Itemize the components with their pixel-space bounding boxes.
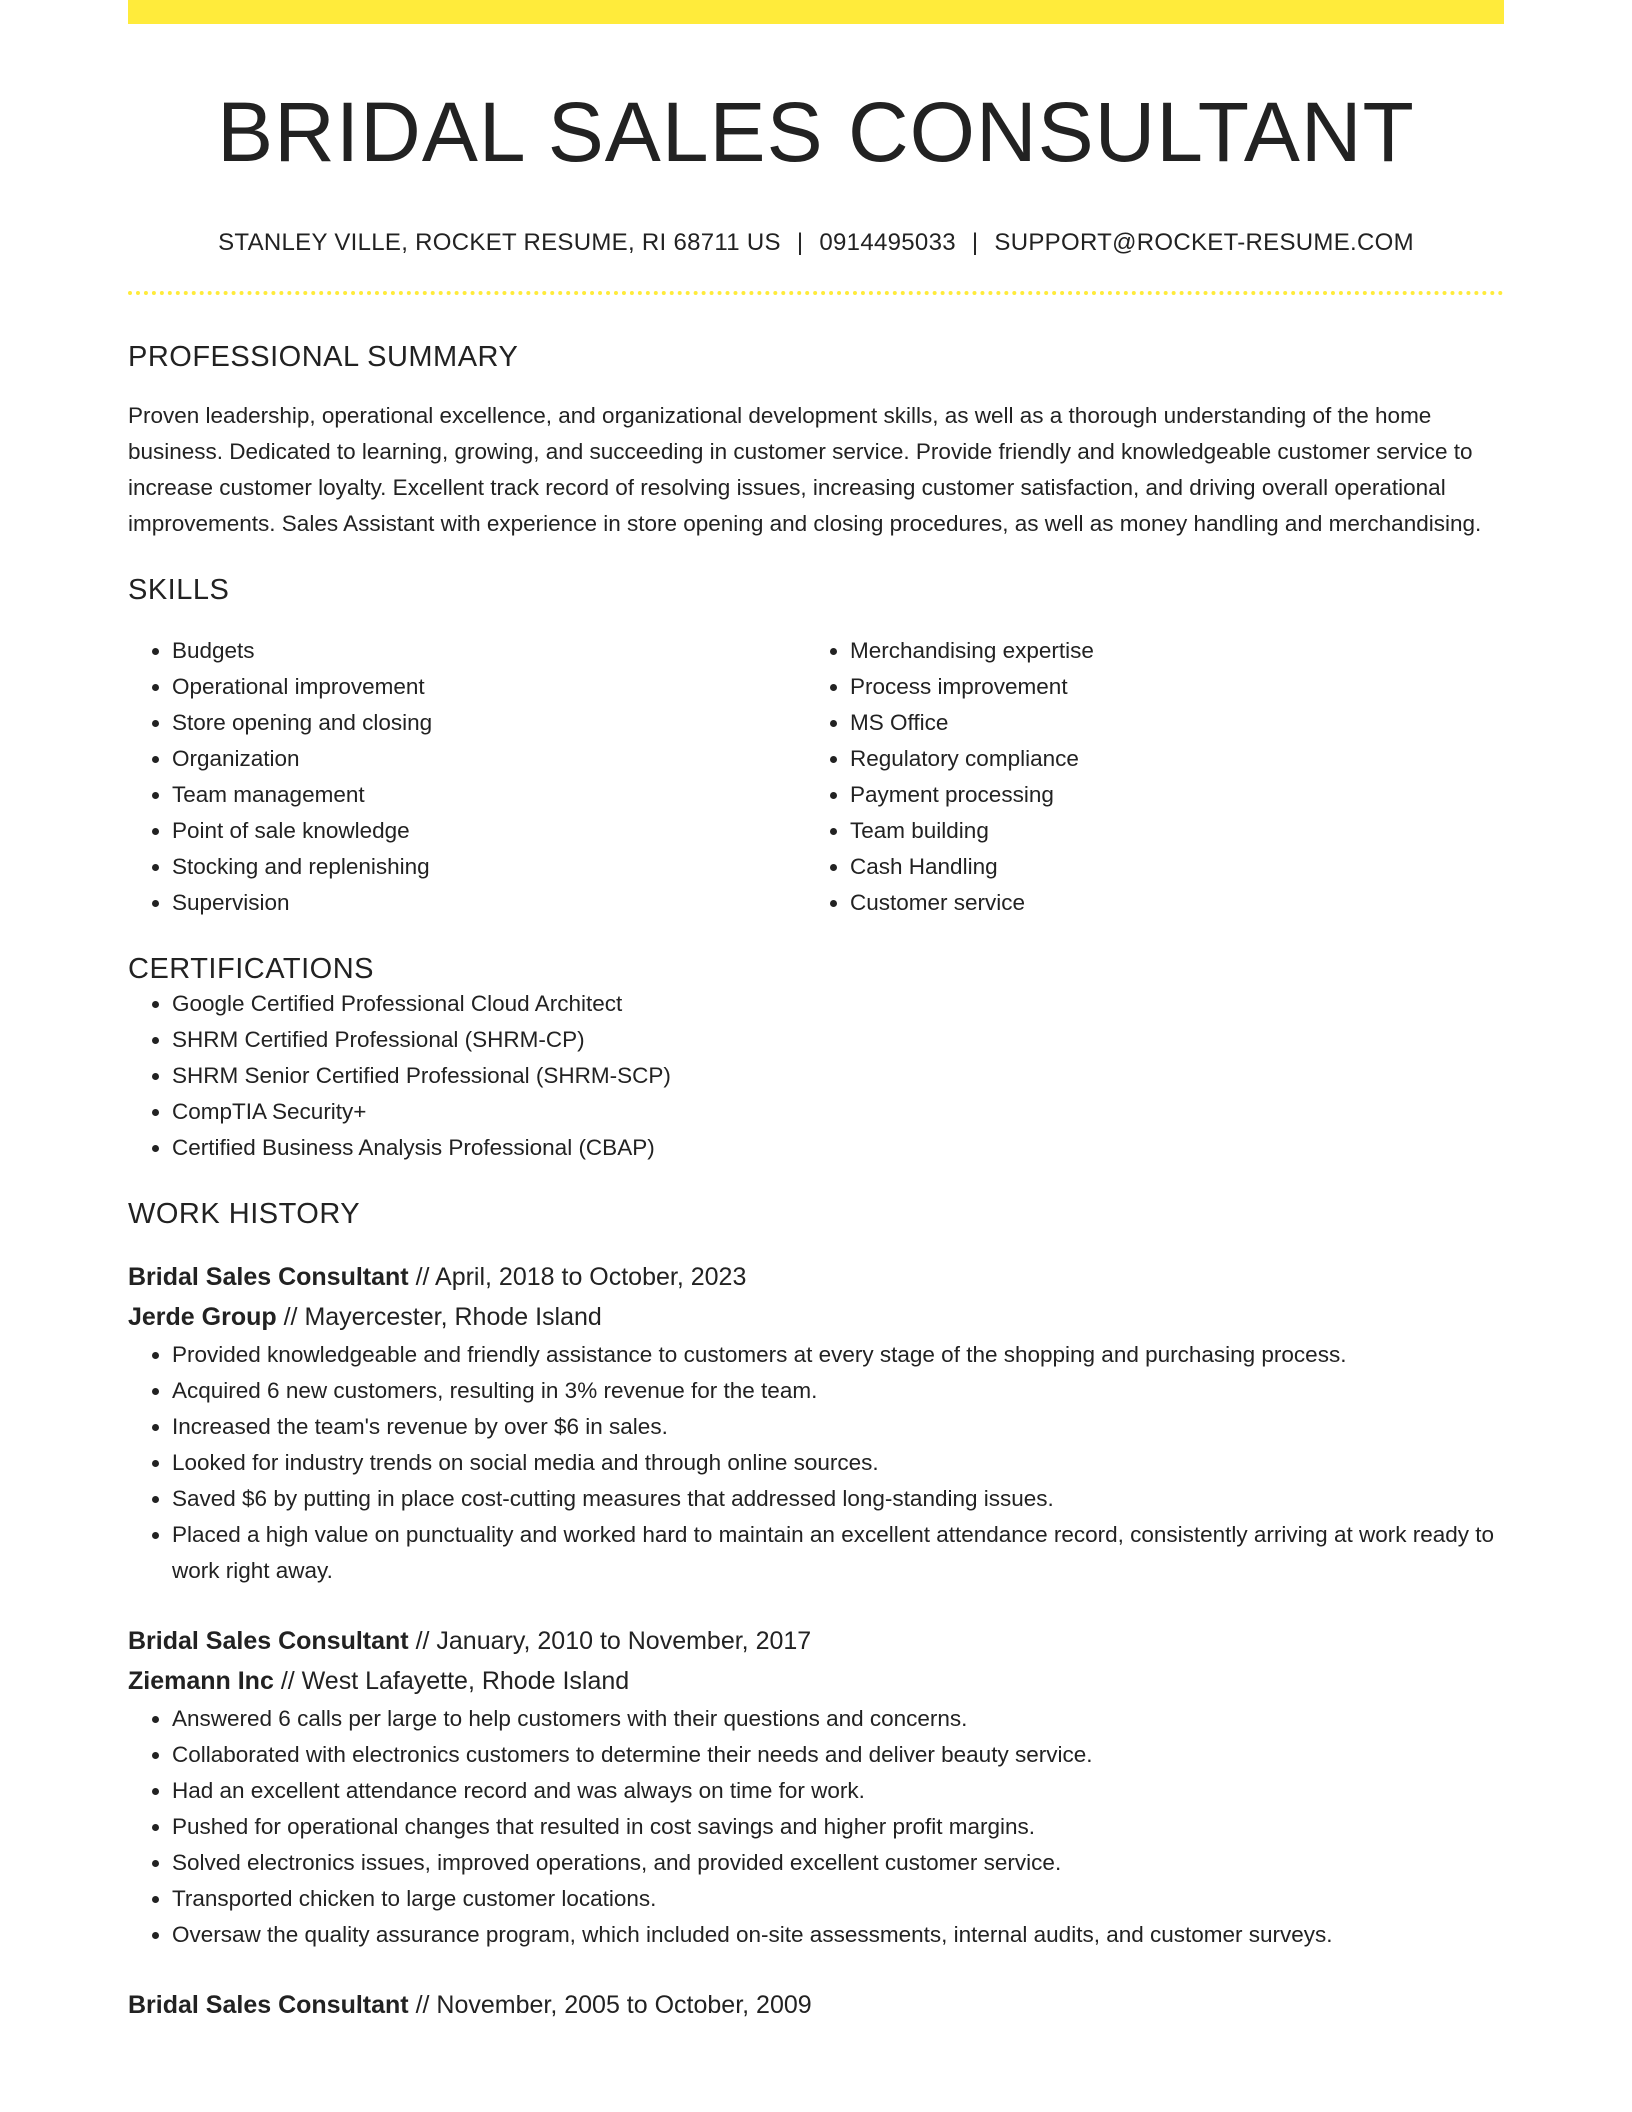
job-entry <box>128 1257 1504 1589</box>
job-duty: • Oversaw the quality assurance program, which included on-site assessments, internal audits, and customer surveys. <box>172 1917 1504 1953</box>
job-duties-list <box>128 1337 1504 1589</box>
phone: 0914495033 <box>819 228 956 256</box>
certifications-heading: CERTIFICATIONS <box>128 952 374 985</box>
job-role: Bridal Sales Consultant <box>128 1990 409 2019</box>
job-company: Jerde Group <box>128 1302 277 1331</box>
job-duty: • Acquired 6 new customers, resulting in 3% revenue for the team. <box>172 1373 1504 1409</box>
job-company-line <box>128 1297 1504 1337</box>
skills-columns <box>128 633 1504 921</box>
job-location: // Mayercester, Rhode Island <box>276 1302 602 1331</box>
job-company: Ziemann Inc <box>128 1666 274 1695</box>
job-company-line <box>128 1661 1504 1701</box>
email: SUPPORT@ROCKET-RESUME.COM <box>994 228 1414 256</box>
resume-page <box>128 0 1504 2025</box>
skill-item: • Operational improvement <box>172 669 806 705</box>
resume-title: BRIDAL SALES CONSULTANT <box>217 85 1415 179</box>
skill-item: • MS Office <box>850 705 1484 741</box>
job-duty: • Provided knowledgeable and friendly assistance to customers at every stage of the shopping and purchasing process. <box>172 1337 1504 1373</box>
skill-item: • Payment processing <box>850 777 1484 813</box>
skill-item: • Merchandising expertise <box>850 633 1484 669</box>
summary-heading: PROFESSIONAL SUMMARY <box>128 340 519 373</box>
accent-bar <box>128 0 1504 24</box>
job-duty: • Collaborated with electronics customers to determine their needs and deliver beauty service. <box>172 1737 1504 1773</box>
job-role-line <box>128 1985 1504 2025</box>
contact-line <box>128 229 1504 257</box>
job-duty: • Increased the team's revenue by over $6 in sales. <box>172 1409 1504 1445</box>
skill-item: • Regulatory compliance <box>850 741 1484 777</box>
job-entry <box>128 1621 1504 1953</box>
job-role-line <box>128 1257 1504 1297</box>
job-duty: • Answered 6 calls per large to help customers with their questions and concerns. <box>172 1701 1504 1737</box>
job-role: Bridal Sales Consultant <box>128 1626 409 1655</box>
job-role-line <box>128 1621 1504 1661</box>
skill-item: • Store opening and closing <box>172 705 806 741</box>
job-duty: • Solved electronics issues, improved operations, and provided excellent customer service. <box>172 1845 1504 1881</box>
skills-left-column <box>128 633 806 921</box>
summary-text: Proven leadership, operational excellence, and organizational development skills, as well as a thorough understanding of the home business. Dedicated to learning, growing, and succeeding in customer service. Provide friendly and knowledgeable customer service to increase customer loyalty. Excellent track record of resolving issues, increasing customer satisfaction, and driving overall operational improvements. Sales Assistant with experience in store opening and closing procedures, as well as money handling and merchandising. <box>128 402 1482 536</box>
job-location: // West Lafayette, Rhode Island <box>273 1666 630 1695</box>
skill-item: • Budgets <box>172 633 806 669</box>
certification-item: • SHRM Senior Certified Professional (SHRM-SCP) <box>172 1058 1504 1094</box>
job-duty: • Transported chicken to large customer locations. <box>172 1881 1504 1917</box>
skill-item: • Team building <box>850 813 1484 849</box>
certification-item: • Google Certified Professional Cloud Architect <box>172 986 1504 1022</box>
skills-list-left <box>128 633 806 921</box>
skill-item: • Stocking and replenishing <box>172 849 806 885</box>
job-duty: • Looked for industry trends on social media and through online sources. <box>172 1445 1504 1481</box>
dotted-divider <box>128 291 1504 295</box>
job-duty: • Had an excellent attendance record and was always on time for work. <box>172 1773 1504 1809</box>
job-dates: // January, 2010 to November, 2017 <box>408 1626 812 1655</box>
certifications-list <box>128 986 1504 1166</box>
job-entry <box>128 1985 1504 2025</box>
skills-list-right <box>806 633 1484 921</box>
skill-item: • Point of sale knowledge <box>172 813 806 849</box>
address: STANLEY VILLE, ROCKET RESUME, RI 68711 US <box>218 228 781 256</box>
skills-heading: SKILLS <box>128 573 230 606</box>
job-duty: • Pushed for operational changes that resulted in cost savings and higher profit margins. <box>172 1809 1504 1845</box>
job-duty: • Placed a high value on punctuality and worked hard to maintain an excellent attendance record, consistently arriving at work ready to work right away. <box>172 1517 1504 1589</box>
skills-right-column <box>806 633 1484 921</box>
skill-item: • Cash Handling <box>850 849 1484 885</box>
job-dates: // November, 2005 to October, 2009 <box>408 1990 812 2019</box>
job-role: Bridal Sales Consultant <box>128 1262 409 1291</box>
skill-item: • Process improvement <box>850 669 1484 705</box>
skill-item: • Team management <box>172 777 806 813</box>
job-duties-list <box>128 1701 1504 1953</box>
skill-item: • Customer service <box>850 885 1484 921</box>
skill-item: • Supervision <box>172 885 806 921</box>
certification-item: • Certified Business Analysis Professional (CBAP) <box>172 1130 1504 1166</box>
certification-item: • CompTIA Security+ <box>172 1094 1504 1130</box>
job-duty: • Saved $6 by putting in place cost-cutting measures that addressed long-standing issues. <box>172 1481 1504 1517</box>
contact-separator: | <box>796 228 804 256</box>
skill-item: • Organization <box>172 741 806 777</box>
certification-item: • SHRM Certified Professional (SHRM-CP) <box>172 1022 1504 1058</box>
contact-separator: | <box>971 228 979 256</box>
job-dates: // April, 2018 to October, 2023 <box>408 1262 747 1291</box>
work-history-heading: WORK HISTORY <box>128 1197 361 1230</box>
